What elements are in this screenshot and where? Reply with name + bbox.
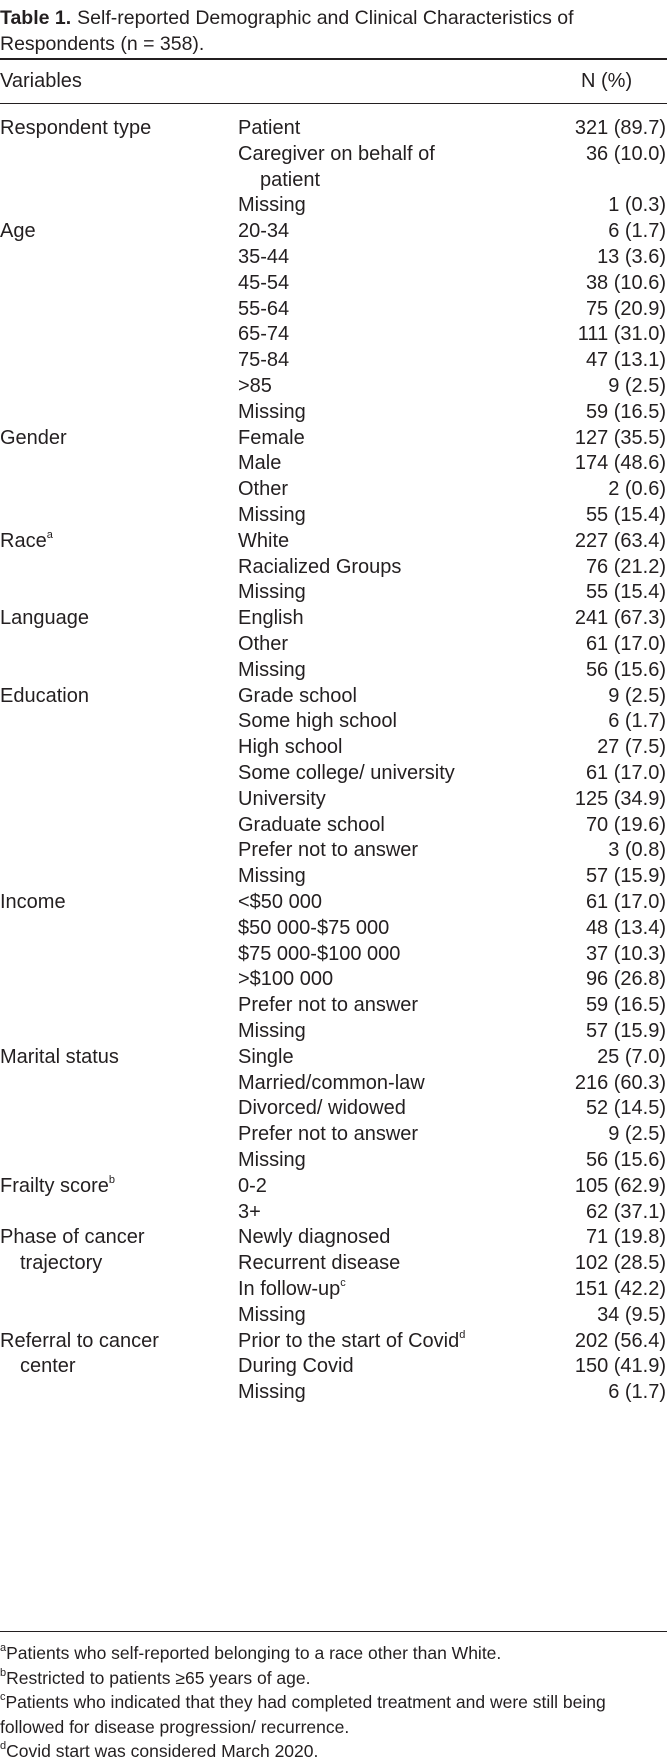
row-label bbox=[238, 271, 289, 297]
row-label bbox=[238, 1354, 354, 1380]
row-value: 105 (62.9) bbox=[574, 1174, 666, 1197]
row-value: 56 (15.6) bbox=[585, 1149, 666, 1171]
table-row bbox=[238, 1225, 666, 1251]
row-label bbox=[238, 193, 306, 219]
row-label-text: Divorced/ widowed bbox=[238, 1097, 406, 1120]
table-row bbox=[238, 658, 666, 684]
row-label bbox=[238, 1045, 294, 1071]
row-value: 62 (37.1) bbox=[585, 1200, 666, 1223]
table-title: Self-reported Demographic and Clinical Characteristics of Respondents (n = 358). bbox=[0, 7, 574, 55]
row-value: 13 (3.6) bbox=[597, 246, 666, 268]
row-value: 75 (20.9) bbox=[585, 297, 666, 320]
table-row bbox=[238, 1122, 666, 1148]
footnote-text: Patients who self-reported belonging to a race other than White. bbox=[6, 1643, 502, 1663]
row-value: 6 (1.7) bbox=[608, 220, 666, 243]
row-label-text: Grade school bbox=[238, 684, 357, 707]
row-label-text: In follow-up bbox=[238, 1278, 341, 1300]
row-value: 111 (31.0) bbox=[577, 323, 666, 346]
row-label bbox=[238, 1225, 390, 1251]
row-label-text: Missing bbox=[238, 1303, 306, 1326]
row-label-text: Caregiver on behalf of bbox=[238, 142, 435, 165]
row-label-text: White bbox=[238, 529, 290, 552]
footnote-mark: b bbox=[0, 1666, 7, 1679]
group-label bbox=[0, 1329, 230, 1381]
row-value: 174 (48.6) bbox=[574, 452, 666, 475]
row-value: 6 (1.7) bbox=[608, 1381, 666, 1404]
row-label-text: 55-64 bbox=[238, 297, 290, 320]
table-row bbox=[238, 580, 666, 606]
group-name: Education bbox=[0, 684, 89, 707]
row-label-text: 75-84 bbox=[238, 349, 290, 372]
table-row bbox=[238, 1174, 666, 1200]
row-label bbox=[238, 477, 288, 503]
row-label bbox=[238, 348, 289, 374]
row-label bbox=[238, 400, 306, 426]
row-value: 70 (19.6) bbox=[585, 813, 666, 836]
row-label bbox=[238, 1277, 346, 1303]
row-label bbox=[238, 993, 418, 1019]
table-row bbox=[238, 864, 666, 890]
row-value: 96 (26.8) bbox=[585, 968, 666, 991]
row-label-text: Other bbox=[238, 478, 289, 501]
row-label-text: Newly diagnosed bbox=[238, 1226, 391, 1249]
row-value: 25 (7.0) bbox=[597, 1045, 666, 1068]
group-name-continued: center bbox=[20, 1355, 76, 1378]
row-value: 2 (0.6) bbox=[608, 478, 666, 501]
row-value: 3 (0.8) bbox=[608, 839, 666, 862]
row-label-text: >85 bbox=[238, 375, 272, 397]
group-name: Gender bbox=[0, 426, 67, 449]
row-label-text: >$100 000 bbox=[238, 968, 334, 991]
row-label-text: 65-74 bbox=[238, 323, 290, 346]
row-value: 56 (15.6) bbox=[585, 658, 666, 681]
table-row bbox=[238, 1303, 666, 1329]
row-label bbox=[238, 709, 397, 735]
table-row bbox=[238, 1380, 666, 1406]
row-label-text: 45-54 bbox=[238, 271, 290, 294]
table-row bbox=[238, 709, 666, 735]
table-row bbox=[238, 916, 666, 942]
footnote bbox=[0, 1690, 667, 1739]
header-variables: Variables bbox=[0, 70, 82, 92]
footnote bbox=[0, 1666, 667, 1691]
table-row bbox=[238, 245, 666, 271]
row-label-text: Recurrent disease bbox=[238, 1252, 401, 1275]
row-value: 57 (15.9) bbox=[585, 1020, 666, 1042]
row-label-text: Graduate school bbox=[238, 813, 385, 836]
row-label-text: Missing bbox=[238, 865, 306, 888]
row-label-text: 20-34 bbox=[238, 220, 290, 243]
row-label bbox=[238, 606, 304, 632]
footnote-mark: c bbox=[340, 1277, 346, 1290]
row-label bbox=[238, 890, 322, 916]
header-n-pct: N (%) bbox=[581, 70, 633, 92]
row-label bbox=[238, 1122, 418, 1148]
row-value: 216 (60.3) bbox=[574, 1071, 666, 1094]
table-row bbox=[238, 374, 666, 400]
table-row bbox=[238, 348, 666, 374]
group-name: Age bbox=[0, 220, 36, 243]
row-label bbox=[238, 1303, 306, 1329]
row-value: 102 (28.5) bbox=[574, 1252, 666, 1275]
row-label-text: Some college/ university bbox=[238, 762, 455, 784]
group-label bbox=[0, 1225, 230, 1277]
table-row bbox=[238, 426, 666, 452]
top-rule bbox=[0, 58, 667, 60]
row-label-text: Prior to the start of Covid bbox=[238, 1329, 460, 1352]
row-value: 37 (10.3) bbox=[585, 942, 666, 965]
row-label-text: Prefer not to answer bbox=[238, 839, 419, 862]
group-label bbox=[0, 606, 230, 632]
row-label-text: Missing bbox=[238, 581, 306, 604]
row-label bbox=[238, 838, 418, 864]
group-name: Marital status bbox=[0, 1045, 119, 1068]
row-label bbox=[238, 658, 306, 684]
table-row bbox=[238, 1251, 666, 1277]
row-label bbox=[238, 632, 288, 658]
footnote-mark: a bbox=[0, 1642, 7, 1655]
table-row bbox=[238, 761, 666, 787]
row-label bbox=[238, 297, 289, 323]
group-name: Race bbox=[0, 529, 47, 552]
table-number: Table 1. bbox=[0, 7, 72, 29]
row-label bbox=[238, 1329, 465, 1355]
group-label bbox=[0, 426, 230, 452]
table-row bbox=[238, 1354, 666, 1380]
row-label bbox=[238, 529, 289, 555]
row-label-text: Missing bbox=[238, 1149, 306, 1171]
row-label-continued: patient bbox=[260, 168, 321, 191]
table-row bbox=[238, 400, 666, 426]
row-label-text: Married/common-law bbox=[238, 1071, 425, 1094]
table-row bbox=[238, 555, 666, 581]
table-row bbox=[238, 193, 666, 219]
row-label bbox=[238, 1200, 261, 1226]
row-label-text: 3+ bbox=[238, 1200, 261, 1223]
row-label bbox=[238, 503, 306, 529]
row-label bbox=[238, 580, 306, 606]
table-caption bbox=[0, 6, 665, 57]
row-label-text: English bbox=[238, 607, 304, 630]
row-value: 34 (9.5) bbox=[597, 1303, 666, 1326]
row-label-text: Some high school bbox=[238, 710, 397, 733]
row-value: 27 (7.5) bbox=[597, 736, 666, 759]
table-row bbox=[238, 1329, 666, 1355]
row-value: 61 (17.0) bbox=[585, 891, 666, 913]
table-row bbox=[238, 993, 666, 1019]
table-row bbox=[238, 813, 666, 839]
row-value: 76 (21.2) bbox=[585, 555, 666, 578]
row-value: 9 (2.5) bbox=[608, 1123, 666, 1146]
group-label bbox=[0, 529, 230, 555]
row-value: 227 (63.4) bbox=[574, 529, 666, 552]
row-value: 47 (13.1) bbox=[585, 349, 666, 372]
footnote-text: Restricted to patients ≥65 years of age. bbox=[6, 1667, 311, 1688]
group-name: Respondent type bbox=[0, 117, 152, 139]
row-label bbox=[238, 1251, 400, 1277]
row-value: 71 (19.8) bbox=[585, 1226, 666, 1249]
footnote-text: Covid start was considered March 2020. bbox=[6, 1741, 319, 1761]
row-label-text: High school bbox=[238, 736, 343, 759]
row-value: 59 (16.5) bbox=[585, 994, 666, 1017]
table-row bbox=[238, 942, 666, 968]
row-value: 52 (14.5) bbox=[585, 1097, 666, 1120]
table-row bbox=[238, 297, 666, 323]
group-name: Referral to cancer bbox=[0, 1329, 159, 1352]
row-value: 36 (10.0) bbox=[585, 142, 666, 165]
row-label bbox=[238, 787, 326, 813]
group-label bbox=[0, 219, 230, 245]
table-row bbox=[238, 1277, 666, 1303]
table-row bbox=[238, 787, 666, 813]
row-label bbox=[238, 245, 289, 271]
table-row bbox=[238, 477, 666, 503]
row-label-text: During Covid bbox=[238, 1355, 354, 1378]
group-name: Phase of cancer bbox=[0, 1226, 145, 1249]
row-label bbox=[238, 813, 385, 839]
row-label bbox=[238, 967, 333, 993]
table-row bbox=[238, 1200, 666, 1226]
row-label-text: Female bbox=[238, 426, 305, 449]
row-label-text: Single bbox=[238, 1045, 294, 1068]
row-value: 38 (10.6) bbox=[585, 271, 666, 294]
row-label-text: University bbox=[238, 787, 326, 810]
row-label-text: Missing bbox=[238, 194, 306, 217]
row-value: 125 (34.9) bbox=[574, 787, 666, 810]
table-row bbox=[238, 838, 666, 864]
footnote-mark: d bbox=[0, 1740, 7, 1753]
row-label bbox=[238, 735, 343, 761]
group-name: Language bbox=[0, 607, 89, 630]
row-label-text: Other bbox=[238, 633, 289, 655]
footnote-text: Patients who indicated that they had completed treatment and were still being followed for disease progression/ recurrence. bbox=[0, 1692, 606, 1737]
table-row bbox=[238, 451, 666, 477]
row-value: 48 (13.4) bbox=[585, 916, 666, 939]
row-value: 127 (35.5) bbox=[574, 426, 666, 449]
row-value: 202 (56.4) bbox=[574, 1329, 666, 1352]
table-row bbox=[238, 1019, 666, 1045]
row-value: 6 (1.7) bbox=[608, 710, 666, 733]
row-value: 1 (0.3) bbox=[608, 194, 666, 217]
row-label bbox=[238, 1019, 306, 1045]
group-label bbox=[0, 684, 230, 710]
row-label bbox=[238, 116, 300, 142]
table-row bbox=[238, 684, 666, 710]
table-row bbox=[238, 142, 666, 191]
row-value: 321 (89.7) bbox=[574, 117, 666, 139]
row-label-text: $50 000-$75 000 bbox=[238, 916, 390, 939]
row-label-text: $75 000-$100 000 bbox=[238, 942, 401, 965]
table-row bbox=[238, 529, 666, 555]
footnote-mark: d bbox=[459, 1328, 466, 1341]
table-row bbox=[238, 735, 666, 761]
table-row bbox=[238, 1045, 666, 1071]
row-label bbox=[238, 1071, 425, 1097]
group-name-continued: trajectory bbox=[20, 1252, 103, 1275]
header-rule bbox=[0, 103, 667, 104]
group-label bbox=[0, 890, 230, 916]
row-label-text: Prefer not to answer bbox=[238, 1123, 419, 1146]
row-label-text: <$50 000 bbox=[238, 891, 322, 913]
row-label bbox=[238, 942, 400, 968]
group-label bbox=[0, 1174, 230, 1200]
bottom-rule bbox=[0, 1631, 667, 1632]
row-label-text: Racialized Groups bbox=[238, 555, 402, 578]
row-value: 57 (15.9) bbox=[585, 865, 666, 888]
table-row bbox=[238, 503, 666, 529]
table-row bbox=[238, 1148, 666, 1174]
row-label bbox=[238, 1174, 267, 1200]
row-label-text: Male bbox=[238, 452, 282, 475]
row-label bbox=[238, 219, 289, 245]
row-label-text: Missing bbox=[238, 504, 306, 526]
row-label-text: 0-2 bbox=[238, 1174, 267, 1197]
row-label bbox=[238, 322, 289, 348]
row-label-text: Missing bbox=[238, 1381, 306, 1404]
row-value: 55 (15.4) bbox=[585, 581, 666, 604]
group-name: Frailty score bbox=[0, 1174, 109, 1197]
table-row bbox=[238, 322, 666, 348]
row-label bbox=[238, 1096, 406, 1122]
row-label-text: 35-44 bbox=[238, 246, 290, 268]
row-value: 55 (15.4) bbox=[585, 504, 666, 526]
table-row bbox=[238, 271, 666, 297]
footnote-mark: c bbox=[0, 1691, 6, 1704]
table-row bbox=[238, 632, 666, 658]
row-value: 61 (17.0) bbox=[585, 633, 666, 655]
row-label bbox=[238, 864, 306, 890]
row-label bbox=[238, 555, 401, 581]
row-value: 59 (16.5) bbox=[585, 400, 666, 423]
row-label bbox=[238, 451, 281, 477]
footnote-mark: b bbox=[108, 1174, 116, 1187]
row-value: 241 (67.3) bbox=[574, 607, 666, 630]
row-label bbox=[238, 761, 455, 787]
row-label bbox=[238, 1380, 306, 1406]
group-label bbox=[0, 1045, 230, 1071]
row-label-text: Missing bbox=[238, 1020, 306, 1042]
table-row bbox=[238, 116, 666, 142]
group-label bbox=[0, 116, 230, 142]
table-row bbox=[238, 219, 666, 245]
table-row bbox=[238, 606, 666, 632]
row-value: 9 (2.5) bbox=[608, 684, 666, 707]
group-name: Income bbox=[0, 891, 66, 913]
row-label bbox=[238, 142, 435, 194]
table-row bbox=[238, 1071, 666, 1097]
row-value: 151 (42.2) bbox=[574, 1278, 666, 1300]
row-value: 150 (41.9) bbox=[574, 1355, 666, 1378]
row-label-text: Missing bbox=[238, 400, 306, 423]
row-label-text: Prefer not to answer bbox=[238, 994, 419, 1017]
row-label bbox=[238, 916, 389, 942]
row-value: 9 (2.5) bbox=[608, 375, 666, 397]
row-label-text: Missing bbox=[238, 658, 306, 681]
row-label bbox=[238, 684, 357, 710]
row-label bbox=[238, 426, 305, 452]
footnote-mark: a bbox=[46, 529, 53, 542]
footnote bbox=[0, 1641, 667, 1666]
table-row bbox=[238, 967, 666, 993]
row-label-text: Patient bbox=[238, 117, 301, 139]
row-value: 61 (17.0) bbox=[585, 762, 666, 784]
table-row bbox=[238, 890, 666, 916]
footnote bbox=[0, 1739, 667, 1764]
row-label bbox=[238, 374, 272, 400]
row-label bbox=[238, 1148, 306, 1174]
table-row bbox=[238, 1096, 666, 1122]
